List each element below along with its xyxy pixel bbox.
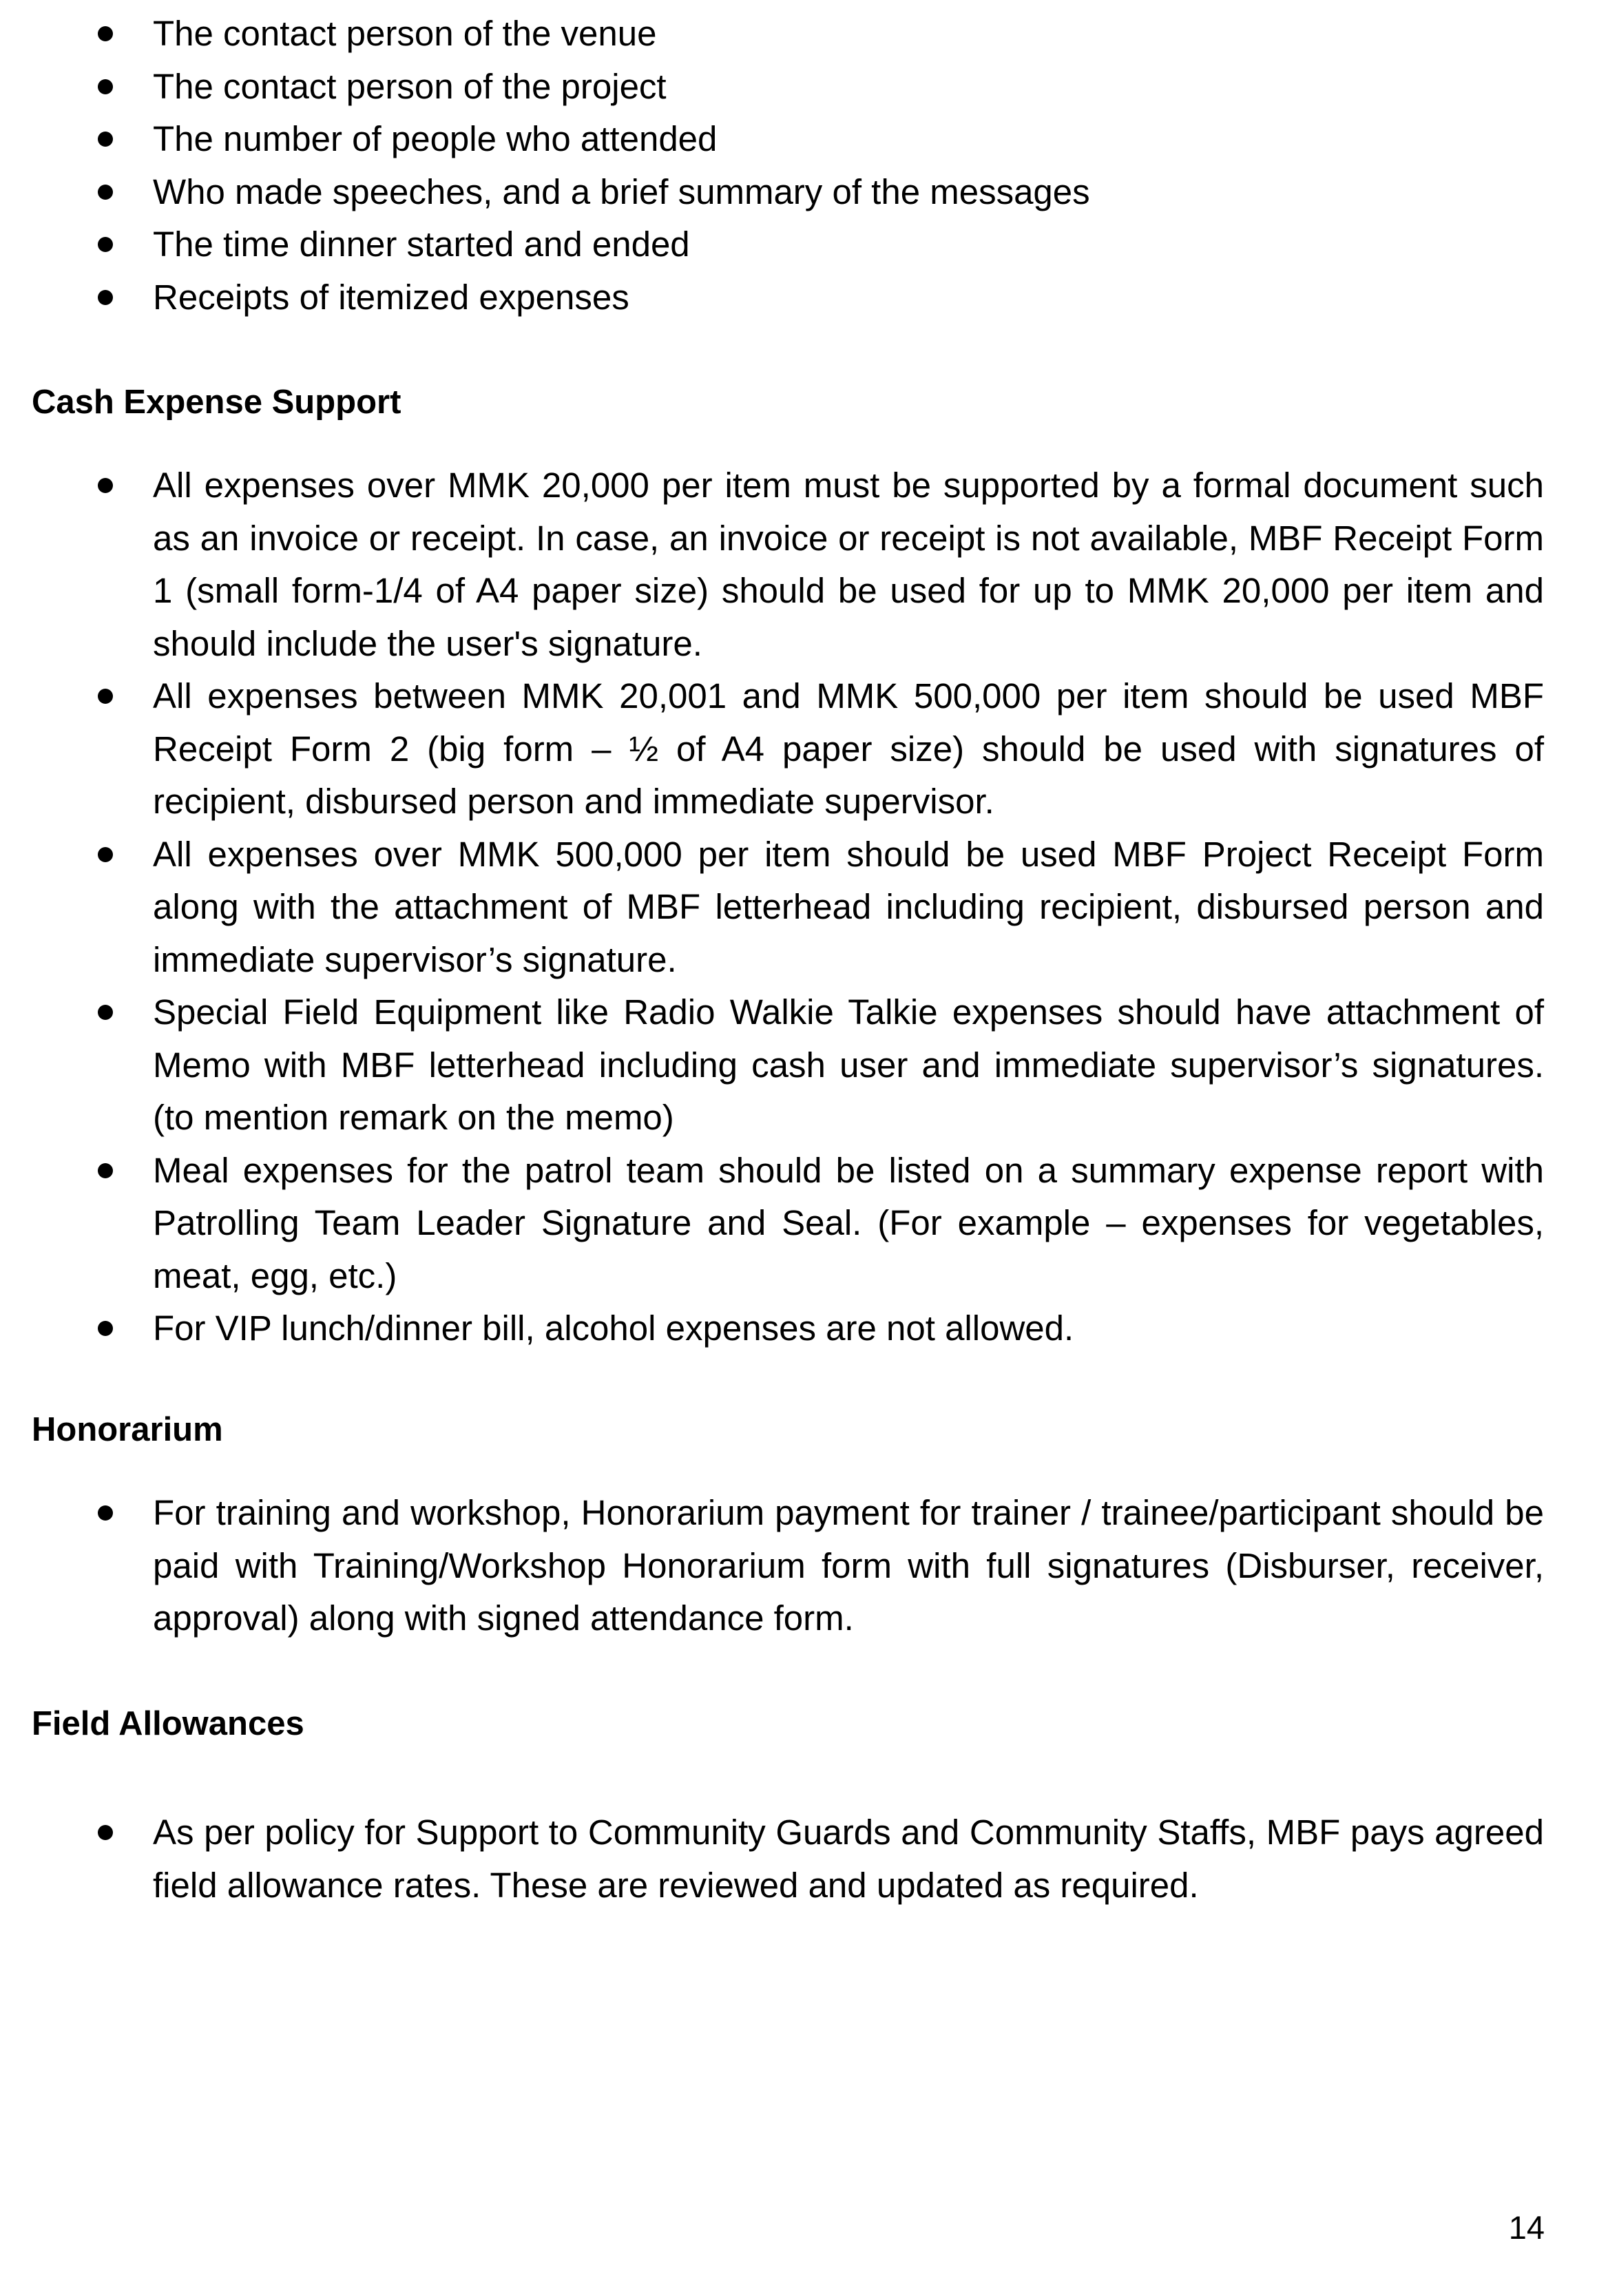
cash-expense-list: [0, 459, 1544, 1355]
list-item-text: As per policy for Support to Community Guards and Community Staffs, MBF pays agreed field allowance rates. These are reviewed and updated as required.: [153, 1813, 1544, 1905]
list-item-text: The time dinner started and ended: [153, 225, 690, 264]
top-bullet-list: [0, 8, 1544, 324]
list-item: [0, 459, 1544, 670]
bullet-icon: [98, 1505, 113, 1521]
list-item: [0, 218, 1544, 271]
list-item-text: The number of people who attended: [153, 119, 718, 158]
bullet-icon: [98, 689, 113, 704]
bullet-icon: [98, 1005, 113, 1020]
list-item: [0, 1487, 1544, 1645]
bullet-icon: [98, 1321, 113, 1336]
list-item-text: For training and workshop, Honorarium payment for trainer / trainee/participant should be paid with Training/Workshop Honorarium form with full signatures (Disburser, receiver, approval) along with signed attendance form.: [153, 1493, 1544, 1638]
list-item-text: The contact person of the venue: [153, 14, 657, 53]
bullet-icon: [98, 290, 113, 305]
bullet-icon: [98, 847, 113, 862]
list-item: [0, 113, 1544, 166]
list-item: [0, 1145, 1544, 1303]
list-item-text: All expenses between MMK 20,001 and MMK 500,000 per item should be used MBF Receipt Form 2 (big form – ½ of A4 paper size) should be used with signatures of recipient, disbursed person and immediate supervisor.: [153, 676, 1544, 821]
list-item-text: The contact person of the project: [153, 66, 667, 106]
list-item-text: For VIP lunch/dinner bill, alcohol expenses are not allowed.: [153, 1308, 1074, 1348]
bullet-icon: [98, 132, 113, 147]
list-item-text: All expenses over MMK 500,000 per item should be used MBF Project Receipt Form along with the attachment of MBF letterhead including recipient, disbursed person and immediate supervisor’s signature.: [153, 834, 1544, 979]
bullet-icon: [98, 185, 113, 200]
section-heading-cash-expense: Cash Expense Support: [32, 384, 401, 421]
honorarium-list: [0, 1487, 1544, 1645]
section-heading-honorarium: Honorarium: [32, 1411, 223, 1448]
bullet-icon: [98, 1825, 113, 1840]
list-item: [0, 166, 1544, 219]
list-item: [0, 8, 1544, 61]
list-item: [0, 1806, 1544, 1912]
bullet-icon: [98, 237, 113, 252]
list-item: [0, 986, 1544, 1145]
section-heading-field-allowances: Field Allowances: [32, 1705, 304, 1742]
list-item-text: All expenses over MMK 20,000 per item must be supported by a formal document such as an invoice or receipt. In case, an invoice or receipt is not available, MBF Receipt Form 1 (small form-1/4 of A4 paper size) should be used for up to MMK 20,000 per item and should include the user's signature.: [153, 466, 1544, 663]
bullet-icon: [98, 478, 113, 493]
list-item: [0, 61, 1544, 114]
bullet-icon: [98, 79, 113, 94]
list-item: [0, 670, 1544, 828]
page-number: 14: [1508, 2209, 1545, 2246]
list-item-text: Receipts of itemized expenses: [153, 277, 629, 317]
list-item-text: Meal expenses for the patrol team should be listed on a summary expense report with Patrolling Team Leader Signature and Seal. (For example – expenses for vegetables, meat, egg, etc.): [153, 1150, 1544, 1295]
list-item: [0, 828, 1544, 987]
list-item: [0, 1302, 1544, 1355]
field-allowances-list: [0, 1806, 1544, 1912]
list-item-text: Who made speeches, and a brief summary of the messages: [153, 171, 1090, 211]
bullet-icon: [98, 26, 113, 41]
bullet-icon: [98, 1163, 113, 1178]
list-item-text: Special Field Equipment like Radio Walkie Talkie expenses should have attachment of Memo with MBF letterhead including cash user and immediate supervisor’s signatures. (to mention remark on the memo): [153, 992, 1544, 1137]
list-item: [0, 271, 1544, 324]
